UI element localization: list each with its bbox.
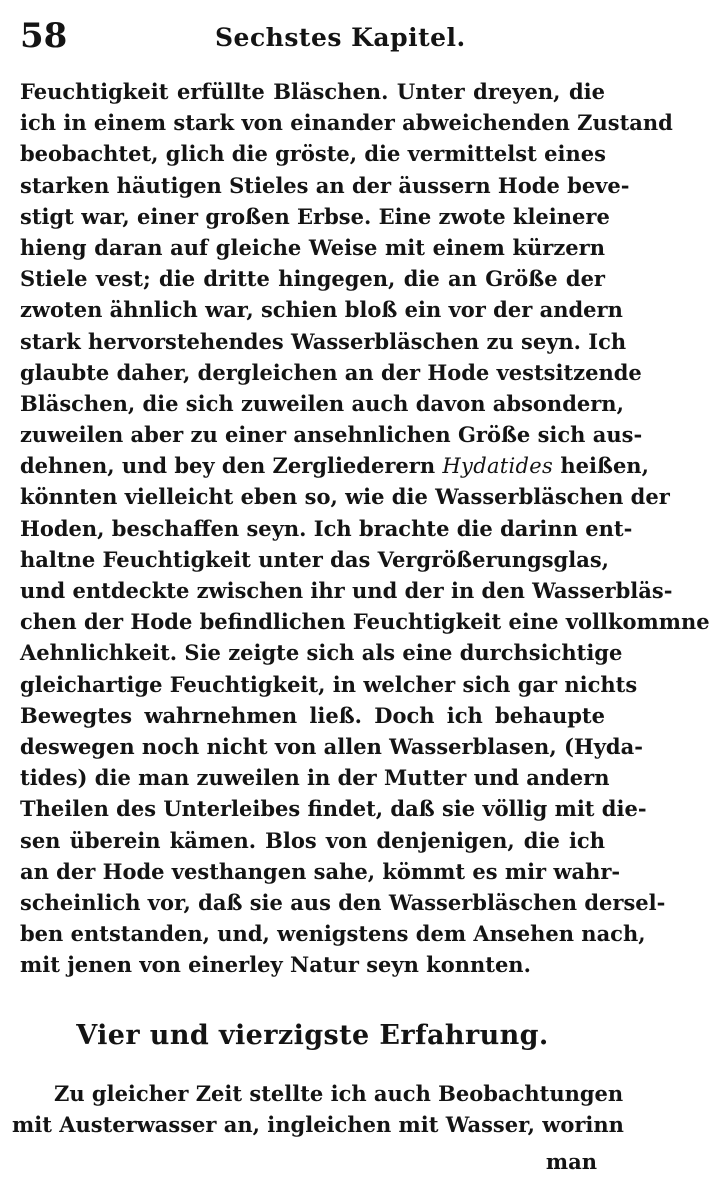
text-line: glaubte daher, dergleichen an der Hode vestsitzende: [20, 359, 642, 385]
text-line: deswegen noch nicht von allen Wasserblasen, (Hyda-: [20, 733, 643, 759]
text-line: Stiele vest; die dritte hingegen, die an Größe der: [20, 266, 605, 292]
section-paragraph: [12, 1078, 624, 1140]
text-segment: dehnen, und bey den Zergliederern: [20, 453, 443, 479]
page-number: 58: [20, 16, 68, 56]
body-paragraph: [20, 76, 710, 980]
text-line: ich in einem stark von einander abweichenden Zustand: [20, 110, 673, 136]
text-line: Theilen des Unterleibes findet, daß sie völlig mit die-: [20, 796, 647, 822]
text-line: zwoten ähnlich war, schien bloß ein vor der andern: [20, 297, 623, 323]
text-line: mit Austerwasser an, ingleichen mit Wasser, worinn: [12, 1112, 624, 1138]
text-line-with-latin-term: [20, 450, 649, 481]
text-line: könnten vielleicht eben so, wie die Wasserbläschen der: [20, 484, 670, 510]
text-line: hieng daran auf gleiche Weise mit einem kürzern: [20, 234, 605, 260]
text-line: tides) die man zuweilen in der Mutter und andern: [20, 765, 610, 791]
text-segment: heißen,: [553, 453, 649, 479]
text-line-last: mit jenen von einerley Natur seyn konnten.: [20, 952, 531, 978]
text-line: starken häutigen Stieles an der äussern Hode beve-: [20, 172, 630, 198]
page-header: [20, 14, 600, 58]
text-line: Bläschen, die sich zuweilen auch davon absondern,: [20, 390, 624, 416]
text-line: stark hervorstehendes Wasserbläschen zu seyn. Ich: [20, 328, 627, 354]
text-line: Feuchtigkeit erfüllte Bläschen. Unter dreyen, die: [20, 79, 605, 104]
section-heading: Vier und vierzigste Erfahrung.: [76, 1020, 549, 1051]
text-line: an der Hode vesthangen sahe, kömmt es mir wahr-: [20, 858, 621, 884]
text-line: Aehnlichkeit. Sie zeigte sich als eine durchsichtige: [20, 640, 623, 666]
text-line: und entdeckte zwischen ihr und der in den Wasserbläs-: [20, 578, 673, 603]
running-head: Sechstes Kapitel.: [215, 23, 466, 52]
text-line: zuweilen aber zu einer ansehnlichen Größe sich aus-: [20, 422, 643, 448]
text-line: gleichartige Feuchtigkeit, in welcher sich gar nichts: [20, 671, 638, 697]
catchword: man: [545, 1149, 597, 1174]
text-line: chen der Hode befindlichen Feuchtigkeit eine vollkommne: [20, 609, 710, 635]
text-line: beobachtet, glich die gröste, die vermittelst eines: [20, 141, 606, 167]
text-line: Bewegtes wahrnehmen ließ. Doch ich behaupte: [20, 702, 605, 728]
text-line: stigt war, einer großen Erbse. Eine zwote kleinere: [20, 203, 610, 229]
text-line: ben entstanden, und, wenigstens dem Ansehen nach,: [20, 921, 646, 947]
text-line: scheinlich vor, daß sie aus den Wasserbläschen dersel-: [20, 889, 666, 915]
text-line: haltne Feuchtigkeit unter das Vergrößerungsglas,: [20, 546, 609, 572]
text-line: Hoden, beschaffen seyn. Ich brachte die darinn ent-: [20, 515, 633, 541]
text-line-indented: Zu gleicher Zeit stellte ich auch Beobachtungen: [54, 1081, 624, 1106]
latin-term: Hydatides: [442, 454, 554, 479]
text-line: sen überein kämen. Blos von denjenigen, die ich: [20, 827, 605, 853]
